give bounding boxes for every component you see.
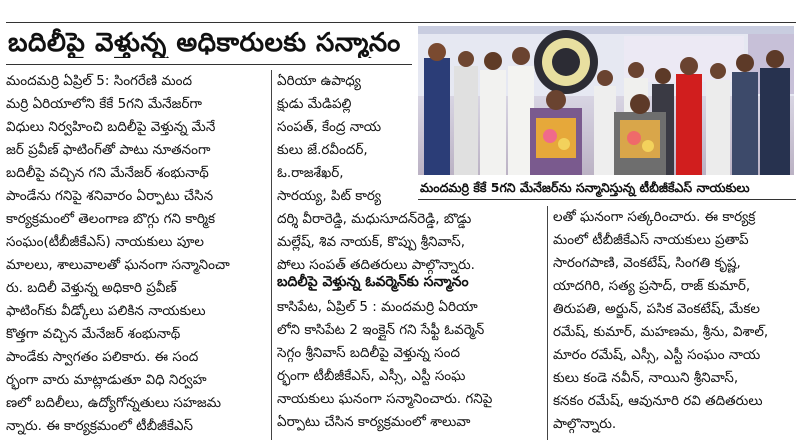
text-line: జర్ ప్రవీణ్ ఫాటింగ్‌తో పాటు నూతనంగా: [6, 142, 211, 158]
photo-caption: మందమర్రి కేకే 5గని మేనేజర్‌ను సన్మానిస్తున్న టీబీజీకేఎస్ నాయకులు: [420, 180, 750, 195]
text-line: సారంగపాణి, వెంకటేష్, సింగతి కృష్ణ,: [553, 255, 741, 271]
headline-rule: [6, 64, 412, 65]
column-1: [6, 70, 269, 438]
subheadline: బదిలీపై వెళ్తున్న ఓవర్మెన్‌కు సన్మానం: [277, 274, 469, 290]
text-line: ఫాటింగ్‌కు వీడ్కోలు పలికిన నాయకులు: [6, 303, 206, 319]
text-line: లతో ఘనంగా సత్కరించారు. ఈ కార్యక్ర: [553, 209, 756, 225]
text-line: మర్రి ఏరియాలోని కేకే 5గని మేనేజర్‌గా: [6, 96, 202, 112]
text-line: బదిలీపై వచ్చిన గని మేనేజర్ శంభునాథ్: [6, 165, 209, 181]
column-divider: [547, 206, 548, 440]
text-line: తిరుపతి, అర్జున్, పసిక వెంకటేష్, మేకల: [553, 301, 760, 317]
text-line: పాండేను గనిపై శనివారం ఏర్పాటు చేసిన: [6, 188, 214, 204]
text-line: సారయ్య, పిట్ కార్య: [277, 188, 382, 204]
text-line: కులు జే.రవీందర్,: [277, 142, 368, 158]
column-3: [553, 206, 795, 436]
text-line: సంపత్, కేంద్ర నాయ: [277, 119, 382, 135]
text-line: ర్భంగా వారు మాట్లాడుతూ విధి నిర్వహ: [6, 372, 207, 388]
text-line: క్షుడు మేడిపల్లి: [277, 96, 352, 112]
text-line: సంఘం(టీబీజీకేఎస్) నాయకులు పూల: [6, 234, 204, 250]
text-line: రు. బదిలీ వెళ్తున్న అధికారి ప్రవీణ్: [6, 280, 177, 296]
text-line: దర్శి వీరారెడ్డి, మధుసూదన్‌రెడ్డి, బొడ్డు: [277, 211, 472, 227]
text-line: మారం రమేష్, ఎస్సీ, ఎస్టీ సంఘం నాయ: [553, 347, 761, 363]
text-line: మందమర్రి ఏప్రిల్ 5: సింగరేణి మంద: [6, 73, 193, 89]
text-line: నాయకులు ఘనంగా సన్మానించారు. గనిపై: [277, 391, 493, 407]
text-line: ఏర్పాటు చేసిన కార్యక్రమంలో శాలువా: [277, 414, 471, 430]
text-line: మాలలు, శాలువాలతో ఘనంగా సన్మానించా: [6, 257, 230, 273]
text-line: రమేష్, కుమార్, మహణమ, శ్రీను, విశాల్,: [553, 324, 769, 340]
text-line: ఓ.రాజశేఖర్,: [277, 165, 344, 181]
text-line: కనకం రమేష్, ఆవునూరి రవి తదితరులు: [553, 393, 763, 409]
column-2: [277, 70, 543, 277]
text-line: పాల్గొన్నారు.: [553, 416, 617, 432]
text-line: యాదగిరి, సత్య ప్రసాద్, రాజ్ కుమార్,: [553, 278, 751, 294]
text-line: విధులు నిర్వహించి బదిలీపై వెళ్తున్న మేనే: [6, 119, 216, 135]
text-line: కార్యక్రమంలో తెలంగాణ బొగ్గు గని కార్మిక: [6, 211, 215, 227]
text-line: ఏరియా ఉపాధ్య: [277, 73, 361, 89]
text-line: కులు కండె నవీన్, నాయిని శ్రీనివాస్,: [553, 370, 739, 386]
text-line: కొత్తగా వచ్చిన మేనేజర్ శంభునాథ్: [6, 326, 181, 342]
column-divider: [271, 70, 272, 440]
text-line: లోని కాసిపేట 2 ఇంక్లైన్ గని సేఫ్టీ ఓవర్మెన్: [277, 322, 485, 338]
text-line: ణలో బదిలీలు, ఉద్యోగోన్నతులు సహజమ: [6, 395, 222, 411]
text-line: మంలో టీబీజీకేఎస్ నాయకులు ప్రతాప్: [553, 232, 749, 248]
text-line: పాండేకు స్వాగతం పలికారు. ఈ సంద: [6, 349, 199, 365]
text-line: పోలు సంపత్ తదితరులు పాల్గొన్నారు.: [277, 257, 475, 273]
text-line: న్నారు. ఈ కార్యక్రమంలో టీబీజీకేఎస్: [6, 418, 194, 434]
text-line: కాసిపేట, ఏప్రిల్ 5 : మందమర్రి ఏరియా: [277, 299, 478, 315]
text-line: ర్భంగా టీబీజీకేఎస్, ఎస్సీ, ఎస్టీ సంఘ: [277, 368, 466, 384]
top-rule: [6, 22, 796, 23]
text-line: మల్లేష్, శివ నాయక్, కొప్పు శ్రీనివాస్,: [277, 234, 466, 250]
column-2-story-2: [277, 296, 543, 434]
headline: బదిలీపై వెళ్తున్న అధికారులకు సన్మానం: [8, 28, 401, 58]
text-line: సెగ్గం శ్రీనివాస్ బదిలీపై వెళ్తున్న సంద: [277, 345, 460, 361]
